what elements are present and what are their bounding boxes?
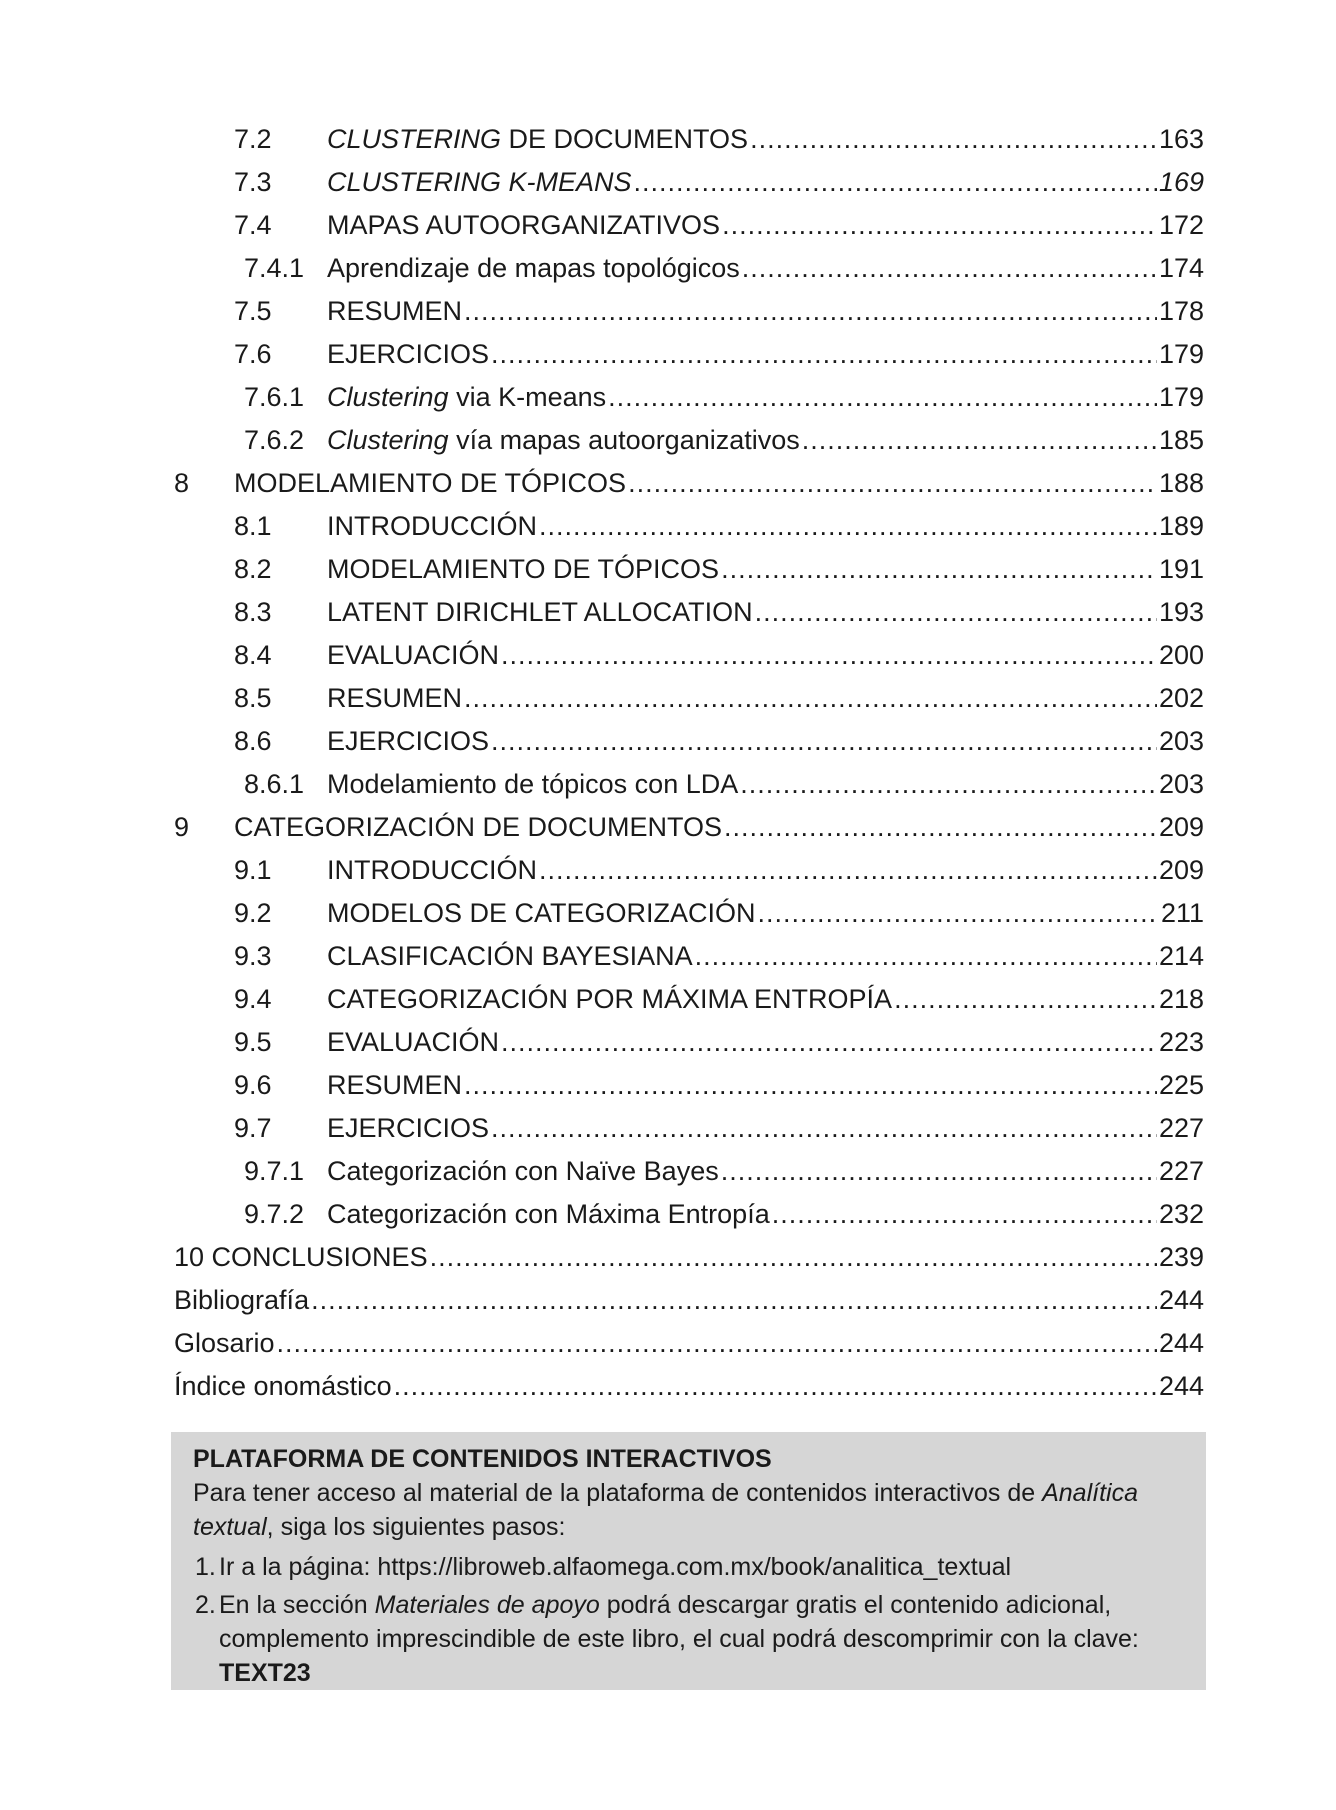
- toc-entry: [0, 376, 1336, 419]
- toc-entry-page: 209: [1158, 855, 1204, 885]
- step-2: [193, 1588, 1184, 1690]
- toc-entry: [0, 806, 1336, 849]
- toc-entry-page: 232: [1158, 1199, 1204, 1229]
- toc-entry-title: [234, 806, 724, 849]
- toc-entry-number: 8.1: [234, 511, 272, 541]
- toc-entry-number: 8.5: [234, 683, 272, 713]
- toc-entry-page: 193: [1158, 597, 1204, 627]
- toc-entry-line: [327, 591, 1204, 634]
- toc-entry-title: [234, 462, 628, 505]
- toc-entry-title: [327, 978, 894, 1021]
- toc-title-segment: EJERCICIOS: [327, 1113, 490, 1143]
- toc-entry-title: [327, 763, 740, 806]
- toc-entry-line: [327, 763, 1204, 806]
- toc-entry-line: [327, 1193, 1204, 1236]
- toc-entry: [0, 720, 1336, 763]
- toc-entry-number: 8.2: [234, 554, 272, 584]
- toc-title-segment: RESUMEN: [327, 683, 463, 713]
- toc-entry-line: [327, 247, 1204, 290]
- toc-entry-number: 8.3: [234, 597, 272, 627]
- toc-entry-title: [174, 1365, 394, 1408]
- toc-entry-page: 174: [1158, 253, 1204, 283]
- dot-leader: [539, 849, 1157, 892]
- toc-title-segment: Modelamiento de tópicos con LDA: [327, 769, 739, 799]
- toc-entry-number: 8: [174, 468, 190, 498]
- toc-entry-line: [327, 892, 1204, 935]
- toc-entry: [0, 591, 1336, 634]
- toc-title-segment: RESUMEN: [327, 1070, 463, 1100]
- step-1: [193, 1550, 1184, 1584]
- step-text-start: En la sección: [219, 1591, 375, 1619]
- toc-title-segment: Categorización con Máxima Entropía: [327, 1199, 770, 1229]
- dot-leader: [721, 548, 1157, 591]
- toc-entry-line: [174, 1236, 1204, 1279]
- toc-title-segment: Glosario: [174, 1328, 275, 1358]
- step-text: [219, 1550, 1011, 1584]
- toc-entry-page: 244: [1158, 1285, 1204, 1315]
- toc-entry-title: [327, 892, 758, 935]
- toc-entry-title: [327, 333, 491, 376]
- dot-leader: [491, 333, 1157, 376]
- toc-title-segment: CLASIFICACIÓN BAYESIANA: [327, 941, 693, 971]
- toc-entry: [0, 505, 1336, 548]
- toc-entry-number: 9.4: [234, 984, 272, 1014]
- toc-entry-title: [327, 376, 608, 419]
- toc-entry-title: [327, 849, 539, 892]
- toc-entry-number: 7.4: [234, 210, 272, 240]
- dot-leader: [695, 935, 1157, 978]
- toc-entry-page: 225: [1158, 1070, 1204, 1100]
- toc-title-segment: EVALUACIÓN: [327, 640, 500, 670]
- toc-entry: [0, 763, 1336, 806]
- toc-title-segment: Categorización con Naïve Bayes: [327, 1156, 719, 1186]
- table-of-contents: [0, 118, 1336, 1408]
- toc-entry-page: 202: [1158, 683, 1204, 713]
- toc-title-segment: CATEGORIZACIÓN DE DOCUMENTOS: [234, 812, 723, 842]
- dot-leader: [772, 1193, 1157, 1236]
- toc-entry-number: 8.6.1: [244, 769, 305, 799]
- toc-entry-line: [327, 1150, 1204, 1193]
- toc-entry-page: 244: [1158, 1328, 1204, 1358]
- dot-leader: [464, 1064, 1157, 1107]
- toc-entry: [0, 1150, 1336, 1193]
- toc-entry-number: 9.7.1: [244, 1156, 305, 1186]
- toc-entry: [0, 1279, 1336, 1322]
- toc-entry-title: [174, 1236, 430, 1279]
- toc-entry-number: 9.6: [234, 1070, 272, 1100]
- toc-entry-title: [327, 247, 742, 290]
- dot-leader: [464, 677, 1157, 720]
- dot-leader: [491, 720, 1157, 763]
- toc-entry-title: [327, 677, 464, 720]
- toc-entry: [0, 548, 1336, 591]
- dot-leader: [724, 806, 1157, 849]
- toc-entry: [0, 419, 1336, 462]
- toc-entry-line: [327, 204, 1204, 247]
- toc-entry-line: [327, 505, 1204, 548]
- toc-entry-title: [327, 591, 755, 634]
- toc-entry: [0, 204, 1336, 247]
- toc-entry: [0, 978, 1336, 1021]
- toc-entry-line: [174, 1365, 1204, 1408]
- toc-title-segment: Índice onomástico: [174, 1371, 392, 1401]
- toc-title-segment: EVALUACIÓN: [327, 1027, 500, 1057]
- toc-entry-title: [327, 634, 501, 677]
- toc-entry: [0, 634, 1336, 677]
- toc-entry: [0, 1236, 1336, 1279]
- step-url-text: Ir a la página: https://libroweb.alfaomega.com.mx/book/analitica_textual: [219, 1553, 1012, 1581]
- dot-leader: [755, 591, 1157, 634]
- toc-entry-title: [327, 1150, 721, 1193]
- toc-entry: [0, 849, 1336, 892]
- toc-entry-line: [234, 462, 1204, 505]
- toc-entry-page: 218: [1158, 984, 1204, 1014]
- toc-entry-line: [327, 1021, 1204, 1064]
- toc-entry-line: [327, 978, 1204, 1021]
- toc-entry-line: [327, 376, 1204, 419]
- toc-entry-title: [327, 1107, 491, 1150]
- step-number: 1.: [195, 1553, 216, 1581]
- toc-entry-number: 9.7: [234, 1113, 272, 1143]
- toc-entry-number: 9: [174, 812, 190, 842]
- dot-leader: [539, 505, 1157, 548]
- toc-title-segment: Aprendizaje de mapas topológicos: [327, 253, 740, 283]
- toc-title-segment: EJERCICIOS: [327, 726, 490, 756]
- toc-entry-line: [174, 1279, 1204, 1322]
- dot-leader: [464, 290, 1157, 333]
- toc-entry-line: [327, 1107, 1204, 1150]
- dot-leader: [608, 376, 1157, 419]
- toc-title-segment: EJERCICIOS: [327, 339, 490, 369]
- toc-entry-number: 7.5: [234, 296, 272, 326]
- toc-entry: [0, 1193, 1336, 1236]
- toc-entry-page: 209: [1158, 812, 1204, 842]
- interactive-content-box: [171, 1432, 1206, 1690]
- toc-title-segment: Clustering: [327, 425, 449, 455]
- toc-entry-title: [174, 1322, 277, 1365]
- toc-entry-line: [327, 634, 1204, 677]
- toc-entry-line: [327, 935, 1204, 978]
- toc-entry-title: [327, 935, 695, 978]
- toc-title-segment: Clustering: [327, 382, 449, 412]
- toc-entry-page: 169: [1158, 167, 1204, 197]
- box-intro-end: , siga los siguientes pasos:: [266, 1513, 566, 1541]
- toc-entry-line: [327, 419, 1204, 462]
- toc-title-segment: RESUMEN: [327, 296, 463, 326]
- toc-entry: [0, 462, 1336, 505]
- dot-leader: [628, 462, 1157, 505]
- toc-entry: [0, 1322, 1336, 1365]
- dot-leader: [501, 634, 1157, 677]
- dot-leader: [750, 118, 1157, 161]
- toc-entry-number: 9.5: [234, 1027, 272, 1057]
- toc-entry-line: [327, 849, 1204, 892]
- toc-title-segment: CATEGORIZACIÓN POR MÁXIMA ENTROPÍA: [327, 984, 893, 1014]
- toc-entry-page: 244: [1158, 1371, 1204, 1401]
- toc-entry-page: 227: [1158, 1113, 1204, 1143]
- dot-leader: [721, 1150, 1157, 1193]
- toc-entry-page: 214: [1158, 941, 1204, 971]
- step-number: 2.: [195, 1591, 216, 1619]
- toc-entry-page: 179: [1158, 382, 1204, 412]
- toc-entry-title: [327, 1021, 501, 1064]
- toc-entry-title: [327, 720, 491, 763]
- step-text: [219, 1588, 1184, 1690]
- toc-entry: [0, 161, 1336, 204]
- box-title: PLATAFORMA DE CONTENIDOS INTERACTIVOS: [193, 1445, 772, 1473]
- dot-leader: [491, 1107, 1157, 1150]
- toc-entry-number: 9.2: [234, 898, 272, 928]
- toc-entry-page: 239: [1158, 1242, 1204, 1272]
- toc-entry-page: 172: [1158, 210, 1204, 240]
- toc-title-segment: INTRODUCCIÓN: [327, 511, 537, 541]
- dot-leader: [501, 1021, 1157, 1064]
- toc-entry-line: [327, 333, 1204, 376]
- toc-entry-number: 7.3: [234, 167, 272, 197]
- toc-entry-line: [327, 161, 1204, 204]
- toc-entry-number: 7.6.1: [244, 382, 305, 412]
- toc-title-segment: MODELAMIENTO DE TÓPICOS: [234, 468, 627, 498]
- dot-leader: [430, 1236, 1157, 1279]
- toc-entry-page: 203: [1158, 726, 1204, 756]
- toc-entry: [0, 935, 1336, 978]
- toc-entry: [0, 118, 1336, 161]
- toc-title-segment: 10 CONCLUSIONES: [174, 1242, 428, 1272]
- toc-title-segment: INTRODUCCIÓN: [327, 855, 537, 885]
- toc-entry-number: 7.6.2: [244, 425, 305, 455]
- toc-entry-line: [327, 290, 1204, 333]
- toc-entry-title: [327, 505, 539, 548]
- toc-entry: [0, 1365, 1336, 1408]
- toc-title-segment: vía mapas autoorganizativos: [448, 425, 800, 455]
- box-intro-text: Para tener acceso al material de la plataforma de contenidos interactivos de: [193, 1479, 1043, 1507]
- dot-leader: [740, 763, 1157, 806]
- toc-entry: [0, 1021, 1336, 1064]
- toc-entry: [0, 247, 1336, 290]
- toc-title-segment: DE DOCUMENTOS: [501, 124, 749, 154]
- dot-leader: [722, 204, 1157, 247]
- toc-title-segment: MODELOS DE CATEGORIZACIÓN: [327, 898, 756, 928]
- toc-title-segment: via K-means: [448, 382, 607, 412]
- toc-entry-title: [327, 548, 721, 591]
- toc-title-segment: CLUSTERING: [327, 124, 502, 154]
- toc-entry-line: [327, 118, 1204, 161]
- toc-entry-number: 7.6: [234, 339, 272, 369]
- toc-entry-page: 163: [1158, 124, 1204, 154]
- toc-entry-line: [327, 1064, 1204, 1107]
- toc-title-segment: MAPAS AUTOORGANIZATIVOS: [327, 210, 721, 240]
- toc-entry: [0, 1107, 1336, 1150]
- toc-entry-title: [327, 118, 750, 161]
- toc-entry-title: [327, 161, 634, 204]
- dot-leader: [758, 892, 1159, 935]
- toc-entry-page: 203: [1158, 769, 1204, 799]
- toc-entry-title: [174, 1279, 311, 1322]
- dot-leader: [742, 247, 1157, 290]
- toc-entry-page: 189: [1158, 511, 1204, 541]
- step-text-middle: podrá descargar gratis el contenido adicional, complemento imprescindible de este libro, el cual podrá descomprimir con la clave:: [219, 1591, 1139, 1653]
- section-name: Materiales de apoyo: [374, 1591, 600, 1619]
- toc-entry: [0, 290, 1336, 333]
- toc-entry-page: 223: [1158, 1027, 1204, 1057]
- book-title: Analítica textual: [193, 1479, 1138, 1541]
- toc-entry-line: [327, 548, 1204, 591]
- dot-leader: [894, 978, 1157, 1021]
- toc-entry-number: 7.4.1: [244, 253, 305, 283]
- toc-entry-page: 191: [1158, 554, 1204, 584]
- toc-entry-number: 9.3: [234, 941, 272, 971]
- toc-entry-title: [327, 290, 464, 333]
- toc-entry-number: 9.7.2: [244, 1199, 305, 1229]
- toc-entry: [0, 333, 1336, 376]
- toc-entry-page: 185: [1158, 425, 1204, 455]
- toc-entry-number: 7.2: [234, 124, 272, 154]
- toc-entry-title: [327, 1193, 772, 1236]
- toc-title-segment: Bibliografía: [174, 1285, 310, 1315]
- toc-entry: [0, 677, 1336, 720]
- toc-entry-number: 8.6: [234, 726, 272, 756]
- dot-leader: [634, 161, 1157, 204]
- access-key: TEXT23: [219, 1659, 311, 1687]
- toc-entry-number: 8.4: [234, 640, 272, 670]
- toc-entry: [0, 1064, 1336, 1107]
- toc-entry-title: [327, 419, 802, 462]
- toc-title-segment: MODELAMIENTO DE TÓPICOS: [327, 554, 720, 584]
- toc-title-segment: LATENT DIRICHLET ALLOCATION: [327, 597, 753, 627]
- toc-entry-page: 188: [1158, 468, 1204, 498]
- toc-entry-page: 200: [1158, 640, 1204, 670]
- toc-entry-page: 211: [1160, 898, 1204, 928]
- toc-entry-page: 178: [1158, 296, 1204, 326]
- box-intro: [193, 1476, 1184, 1544]
- dot-leader: [311, 1279, 1157, 1322]
- toc-entry-page: 179: [1158, 339, 1204, 369]
- toc-entry-line: [174, 1322, 1204, 1365]
- dot-leader: [394, 1365, 1157, 1408]
- toc-entry-line: [327, 720, 1204, 763]
- toc-entry-number: 9.1: [234, 855, 272, 885]
- toc-entry-line: [327, 677, 1204, 720]
- toc-entry-title: [327, 1064, 464, 1107]
- toc-entry: [0, 892, 1336, 935]
- toc-entry-line: [234, 806, 1204, 849]
- dot-leader: [802, 419, 1157, 462]
- dot-leader: [277, 1322, 1157, 1365]
- toc-entry-title: [327, 204, 722, 247]
- toc-entry-page: 227: [1158, 1156, 1204, 1186]
- toc-title-segment: CLUSTERING K-MEANS: [327, 167, 632, 197]
